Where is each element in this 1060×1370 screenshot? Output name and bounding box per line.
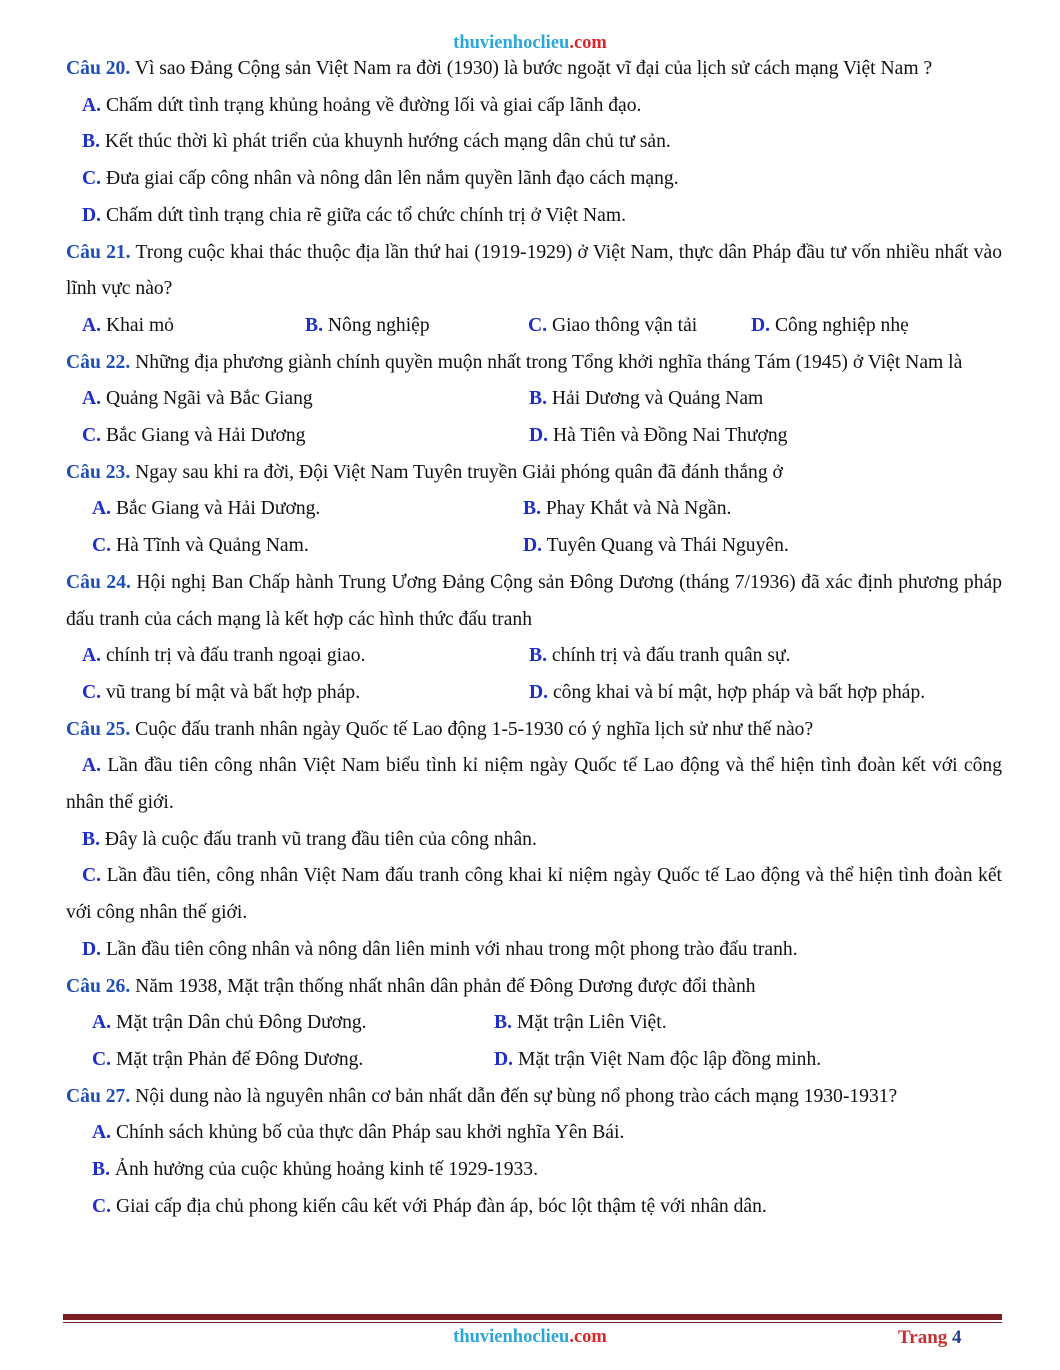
question-label: Câu 22. <box>66 351 131 373</box>
option-b <box>494 1005 667 1042</box>
question-label: Câu 26. <box>66 975 131 997</box>
option-key: D. <box>751 314 771 336</box>
option-key: C. <box>528 314 548 336</box>
question-text: Ngay sau khi ra đời, Đội Việt Nam Tuyên truyền Giải phóng quân đã đánh thắng ở <box>130 461 783 483</box>
option-a <box>66 748 1002 821</box>
option-text: Kết thúc thời kì phát triển của khuynh hướng cách mạng dân chủ tư sản. <box>99 131 671 153</box>
option-b <box>66 1152 1002 1189</box>
option-a <box>66 88 1002 125</box>
option-key: C. <box>92 1048 112 1070</box>
option-key: A. <box>82 645 102 667</box>
option-text: Mặt trận Dân chủ Đông Dương. <box>111 1012 367 1034</box>
option-text: Đưa giai cấp công nhân và nông dân lên nắm quyền lãnh đạo cách mạng. <box>101 168 679 190</box>
question-label: Câu 23. <box>66 461 131 483</box>
option-key: B. <box>529 388 547 410</box>
question-20 <box>66 51 1002 88</box>
option-text: Hải Dương và Quảng Nam <box>546 388 764 410</box>
footer-divider <box>63 1314 1002 1320</box>
question-23 <box>66 455 1002 492</box>
option-key: B. <box>92 1159 110 1181</box>
option-d <box>529 675 925 712</box>
option-text: vũ trang bí mật và bất hợp pháp. <box>101 681 361 703</box>
options-row <box>66 491 1002 528</box>
question-text: Cuộc đấu tranh nhân ngày Quốc tế Lao động 1-5-1930 có ý nghĩa lịch sử như thế nào? <box>130 718 814 740</box>
option-key: B. <box>305 314 323 336</box>
question-22 <box>66 345 1002 382</box>
option-b <box>523 491 731 528</box>
option-text: Giai cấp địa chủ phong kiến câu kết với Pháp đàn áp, bóc lột thậm tệ với nhân dân. <box>111 1195 767 1217</box>
option-c <box>66 161 1002 198</box>
option-c <box>82 675 529 712</box>
option-text: Đây là cuộc đấu tranh vũ trang đầu tiên của công nhân. <box>99 828 537 850</box>
option-c <box>66 858 1002 931</box>
option-key: B. <box>523 498 541 520</box>
option-text: Lần đầu tiên, công nhân Việt Nam đấu tranh công khai kỉ niệm ngày Quốc tế Lao động và thể hiện tình đoàn kết với công nhân thế giới. <box>66 865 1002 924</box>
option-text: Bắc Giang và Hải Dương <box>101 425 306 447</box>
options-row <box>66 308 1002 345</box>
option-b <box>529 381 763 418</box>
question-text: Hội nghị Ban Chấp hành Trung Ương Đảng Cộng sản Đông Dương (tháng 7/1936) đã xác định phương pháp đấu tranh của cách mạng là kết hợp các hình thức đấu tranh <box>66 571 1002 630</box>
option-text: Quảng Ngãi và Bắc Giang <box>101 388 313 410</box>
option-key: A. <box>82 755 102 777</box>
option-a <box>66 1115 1002 1152</box>
option-key: A. <box>92 1012 112 1034</box>
footer-brand-name: thuvienhoclieu <box>453 1327 570 1347</box>
option-key: D. <box>529 681 549 703</box>
footer-brand-domain: .com <box>569 1327 607 1347</box>
option-a <box>92 491 523 528</box>
option-key: A. <box>82 388 102 410</box>
option-a <box>92 1005 494 1042</box>
option-text: Phay Khắt và Nà Ngần. <box>540 498 732 520</box>
question-25 <box>66 712 1002 749</box>
option-key: D. <box>529 425 549 447</box>
question-text: Vì sao Đảng Cộng sản Việt Nam ra đời (1930) là bước ngoặt vĩ đại của lịch sử cách mạng Việt Nam ? <box>130 58 933 79</box>
option-b <box>66 124 1002 161</box>
option-text: công khai và bí mật, hợp pháp và bất hợp pháp. <box>548 681 926 703</box>
question-21 <box>66 235 1002 308</box>
options-row <box>66 675 1002 712</box>
option-key: A. <box>92 498 112 520</box>
option-key: D. <box>494 1048 514 1070</box>
option-a <box>82 638 529 675</box>
option-d <box>66 932 1002 969</box>
option-key: C. <box>82 681 102 703</box>
option-b <box>305 308 528 345</box>
option-key: C. <box>82 168 102 190</box>
option-text: Khai mỏ <box>101 314 174 336</box>
option-key: D. <box>82 938 102 960</box>
options-row <box>66 418 1002 455</box>
option-text: Giao thông vận tải <box>547 314 698 336</box>
option-key: C. <box>92 1195 112 1217</box>
question-26 <box>66 969 1002 1006</box>
option-key: B. <box>82 828 100 850</box>
page-number <box>898 1327 962 1349</box>
option-c <box>92 1042 494 1079</box>
option-d <box>751 308 974 345</box>
question-label: Câu 27. <box>66 1085 131 1107</box>
question-text: Năm 1938, Mặt trận thống nhất nhân dân phản đế Đông Dương được đổi thành <box>130 975 756 997</box>
option-key: B. <box>494 1012 512 1034</box>
option-text: Chấm dứt tình trạng khủng hoảng về đường lối và giai cấp lãnh đạo. <box>101 94 642 116</box>
option-key: C. <box>92 535 112 557</box>
option-c <box>528 308 751 345</box>
option-d <box>494 1042 821 1079</box>
question-text: Những địa phương giành chính quyền muộn nhất trong Tổng khởi nghĩa tháng Tám (1945) ở Việt Nam là <box>130 351 963 373</box>
option-c <box>92 528 523 565</box>
option-key: C. <box>82 425 102 447</box>
question-label: Câu 25. <box>66 718 131 740</box>
page-label: Trang <box>898 1327 953 1348</box>
option-key: D. <box>82 204 102 226</box>
question-text: Nội dung nào là nguyên nhân cơ bản nhất dẫn đến sự bùng nổ phong trào cách mạng 1930-1931? <box>130 1085 898 1107</box>
option-b <box>529 638 790 675</box>
option-key: C. <box>82 865 102 887</box>
option-text: chính trị và đấu tranh quân sự. <box>546 645 791 667</box>
option-text: Ảnh hưởng của cuộc khủng hoảng kinh tế 1929-1933. <box>109 1159 538 1181</box>
option-text: Bắc Giang và Hải Dương. <box>111 498 321 520</box>
question-label: Câu 20. <box>66 58 131 79</box>
option-text: Chấm dứt tình trạng chia rẽ giữa các tổ chức chính trị ở Việt Nam. <box>101 204 626 226</box>
option-d <box>523 528 789 565</box>
option-text: Mặt trận Liên Việt. <box>511 1012 667 1034</box>
question-label: Câu 24. <box>66 571 131 593</box>
option-text: chính trị và đấu tranh ngoại giao. <box>101 645 366 667</box>
option-text: Chính sách khủng bố của thực dân Pháp sau khởi nghĩa Yên Bái. <box>111 1122 625 1144</box>
options-row <box>66 1005 1002 1042</box>
option-a <box>82 381 529 418</box>
option-text: Công nghiệp nhẹ <box>770 314 909 336</box>
footer-divider-thin <box>63 1322 1002 1323</box>
header-brand-domain: .com <box>569 33 607 53</box>
header-brand-name: thuvienhoclieu <box>453 33 570 53</box>
options-row <box>66 381 1002 418</box>
option-a <box>82 308 305 345</box>
option-text: Hà Tiên và Đồng Nai Thượng <box>548 425 788 447</box>
option-key: A. <box>82 94 102 116</box>
option-key: A. <box>82 314 102 336</box>
page-number-value: 4 <box>952 1327 962 1348</box>
question-27 <box>66 1079 1002 1116</box>
option-b <box>66 822 1002 859</box>
option-key: B. <box>82 131 100 153</box>
question-24 <box>66 565 1002 638</box>
options-row <box>66 638 1002 675</box>
option-key: B. <box>529 645 547 667</box>
option-key: D. <box>523 535 543 557</box>
option-text: Tuyên Quang và Thái Nguyên. <box>542 535 789 557</box>
options-row <box>66 1042 1002 1079</box>
option-c <box>82 418 529 455</box>
question-label: Câu 21. <box>66 241 131 263</box>
option-text: Nông nghiệp <box>322 314 430 336</box>
question-text: Trong cuộc khai thác thuộc địa lần thứ hai (1919-1929) ở Việt Nam, thực dân Pháp đầu tư vốn nhiều nhất vào lĩnh vực nào? <box>66 241 1002 300</box>
option-text: Hà Tĩnh và Quảng Nam. <box>111 535 309 557</box>
option-d <box>66 198 1002 235</box>
options-row <box>66 528 1002 565</box>
option-text: Mặt trận Việt Nam độc lập đồng minh. <box>513 1048 822 1070</box>
option-text: Lần đầu tiên công nhân và nông dân liên minh với nhau trong một phong trào đấu tranh. <box>101 938 798 960</box>
option-d <box>529 418 787 455</box>
option-text: Mặt trận Phản đế Đông Dương. <box>111 1048 364 1070</box>
option-text: Lần đầu tiên công nhân Việt Nam biểu tình kỉ niệm ngày Quốc tế Lao động và thể hiện tình đoàn kết với công nhân thế giới. <box>66 755 1002 814</box>
option-c <box>66 1189 1002 1226</box>
question-list <box>66 51 1002 1226</box>
option-key: A. <box>92 1122 112 1144</box>
